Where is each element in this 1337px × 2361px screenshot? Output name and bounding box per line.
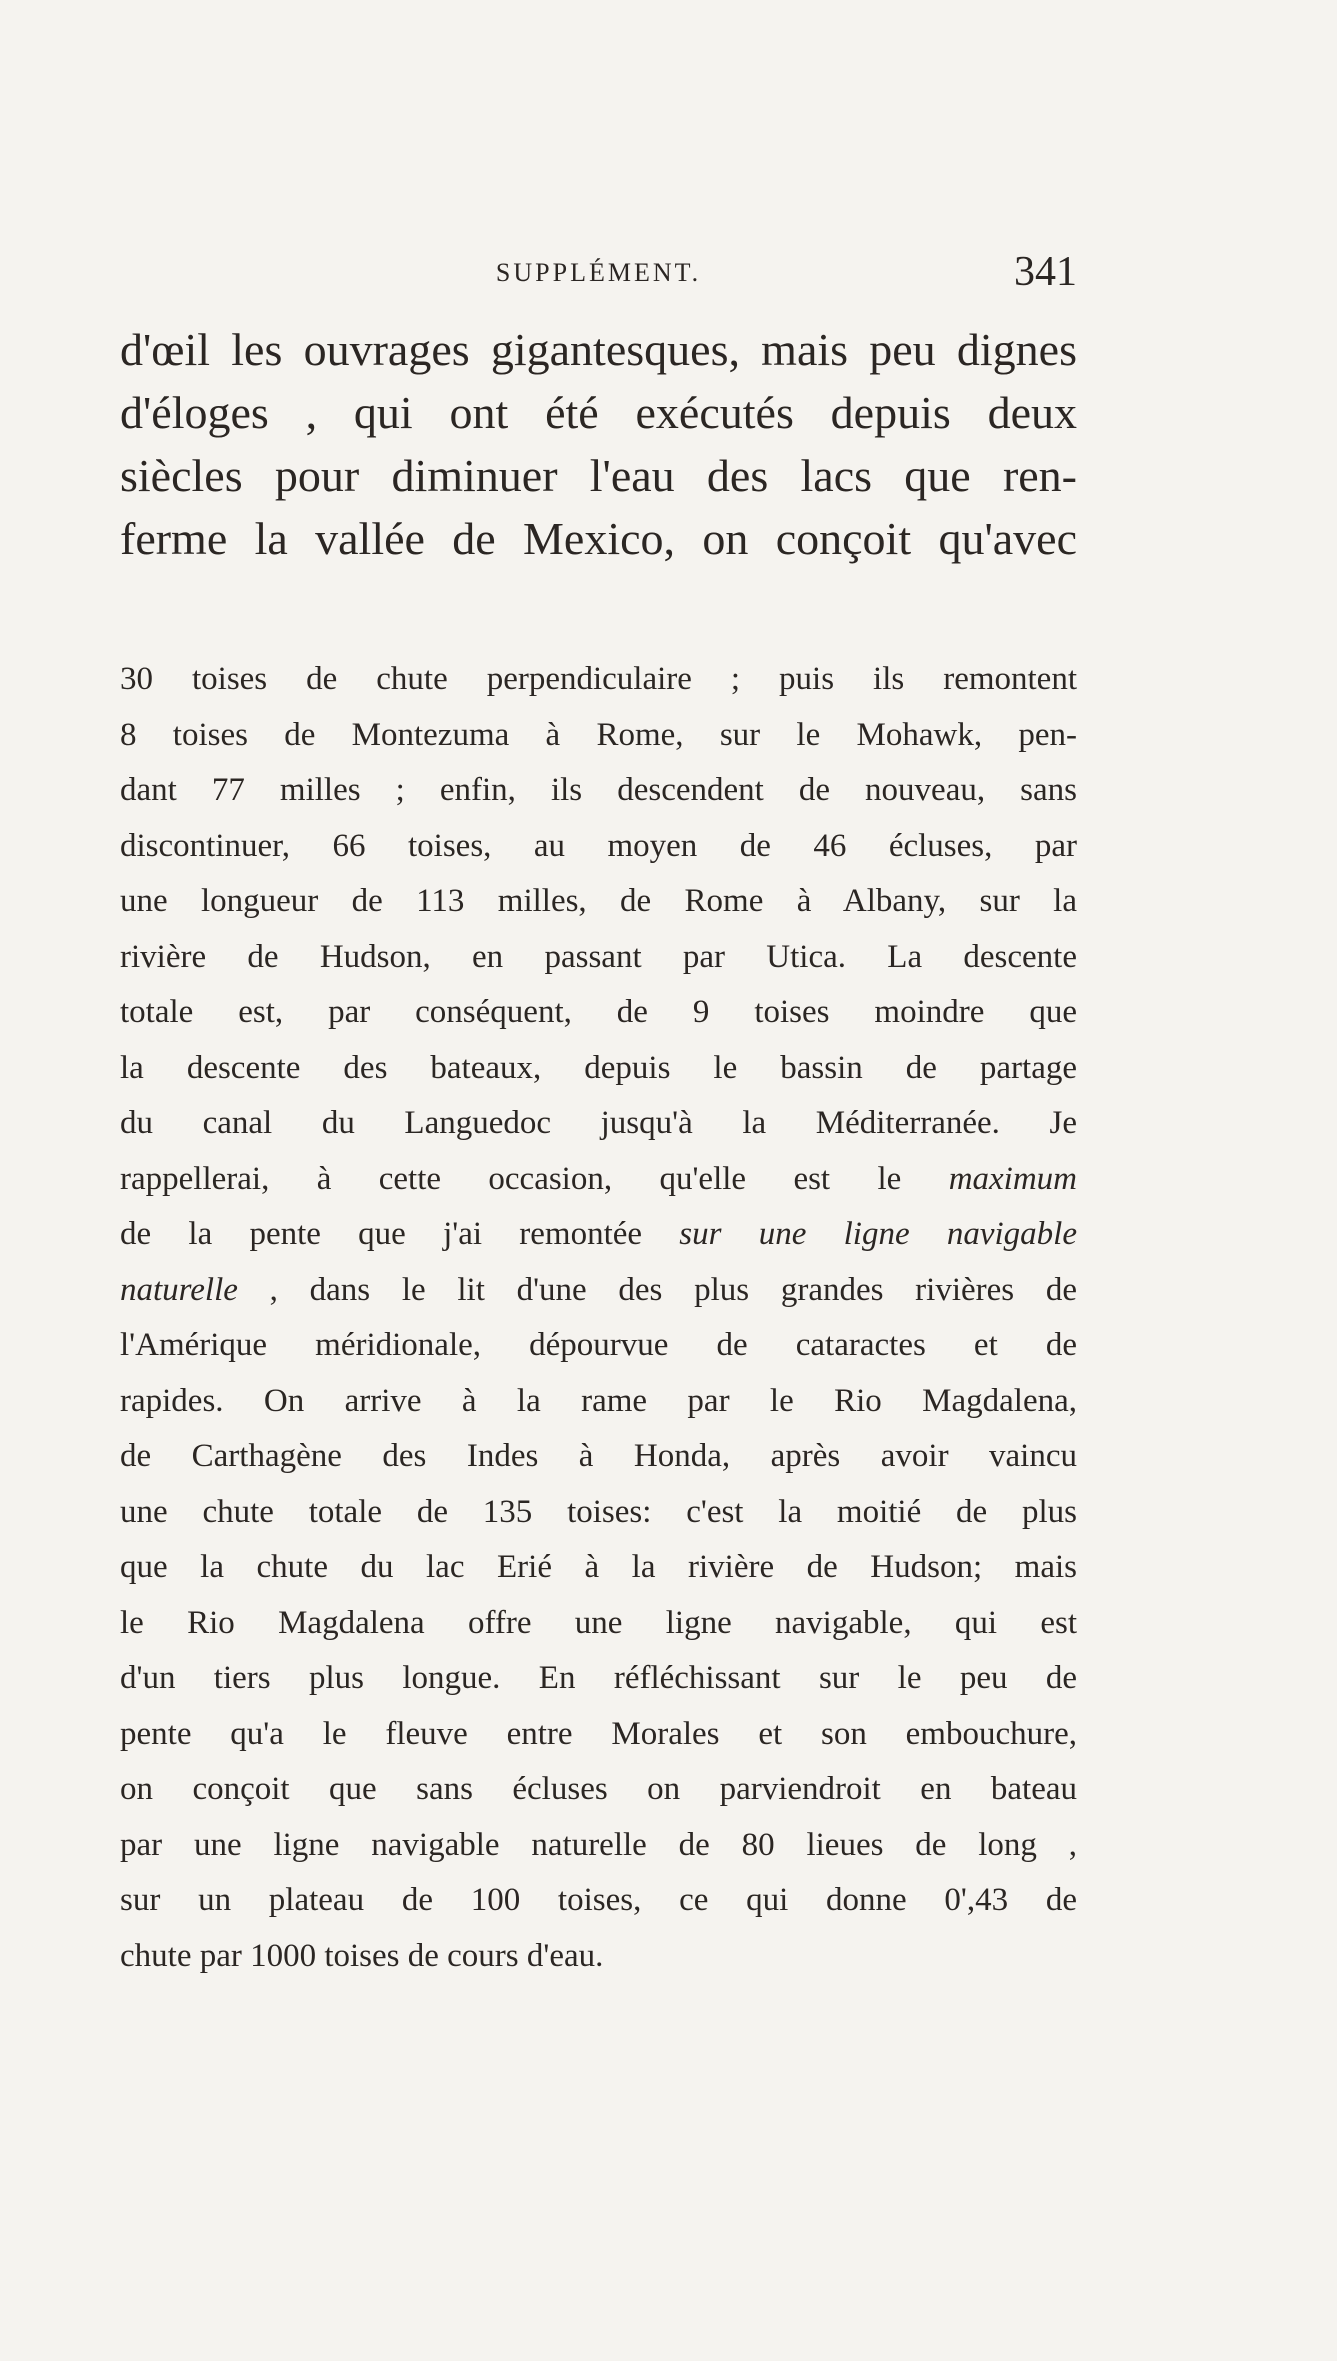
text-line: d'œil les ouvrages gigantesques, mais peu dignes xyxy=(120,324,1077,375)
main-text-block xyxy=(120,318,1077,570)
text-line xyxy=(120,874,1077,930)
text-line xyxy=(120,1096,1077,1152)
text-line xyxy=(120,930,1077,986)
text-line xyxy=(120,819,1077,875)
text-segment: l'Amérique méridionale, dépourvue de cataractes et de xyxy=(120,1327,1077,1363)
text-segment: du canal du Languedoc jusqu'à la Méditerranée. Je xyxy=(120,1105,1077,1141)
text-line xyxy=(120,1818,1077,1874)
text-segment: pente qu'a le fleuve entre Morales et son embouchure, xyxy=(120,1715,1077,1752)
text-segment: totale est, par conséquent, de 9 toises moindre que xyxy=(120,994,1077,1030)
text-line: d'éloges , qui ont été exécutés depuis deux xyxy=(120,387,1077,438)
text-line xyxy=(120,1152,1077,1208)
text-segment: rappellerai, à cette occasion, qu'elle est le xyxy=(120,1160,949,1197)
text-line: ferme la vallée de Mexico, on conçoit qu'avec xyxy=(120,513,1077,564)
text-segment: 8 toises de Montezuma à Rome, sur le Mohawk, pen- xyxy=(120,716,1077,753)
text-segment: la descente des bateaux, depuis le bassin de partage xyxy=(120,1049,1077,1086)
text-segment: rapides. On arrive à la rame par le Rio Magdalena, xyxy=(120,1382,1077,1419)
text-segment: on conçoit que sans écluses on parviendroit en bateau xyxy=(120,1771,1077,1807)
text-line xyxy=(120,1873,1077,1929)
footnote-text-block xyxy=(120,652,1077,1984)
text-line xyxy=(120,1263,1077,1319)
text-line: siècles pour diminuer l'eau des lacs que ren- xyxy=(120,450,1077,501)
text-segment: , dans le lit d'une des plus grandes rivières de xyxy=(237,1271,1077,1308)
text-segment: de Carthagène des Indes à Honda, après avoir vaincu xyxy=(120,1438,1077,1474)
text-line xyxy=(120,763,1077,819)
text-segment: de la pente que j'ai remontée xyxy=(120,1216,680,1252)
text-line xyxy=(120,985,1077,1041)
running-head xyxy=(120,249,1077,302)
text-line xyxy=(120,1707,1077,1763)
text-segment: d'un tiers plus longue. En réfléchissant sur le peu de xyxy=(120,1660,1077,1696)
text-segment: 30 toises de chute perpendiculaire ; puis ils remontent xyxy=(120,661,1077,697)
text-line xyxy=(120,1762,1077,1818)
text-line xyxy=(120,1041,1077,1097)
text-line xyxy=(120,708,1077,764)
text-line xyxy=(120,1485,1077,1541)
text-line xyxy=(120,652,1077,708)
text-segment: le Rio Magdalena offre une ligne navigable, qui est xyxy=(120,1604,1077,1641)
text-line xyxy=(120,1207,1077,1263)
text-segment: une chute totale de 135 toises: c'est la moitié de plus xyxy=(120,1493,1077,1530)
text-segment: discontinuer, 66 toises, au moyen de 46 écluses, par xyxy=(120,827,1077,864)
text-line xyxy=(120,1374,1077,1430)
text-line xyxy=(120,1651,1077,1707)
text-line xyxy=(120,1540,1077,1596)
text-line xyxy=(120,1929,1077,1985)
italic-text: maximum xyxy=(948,1160,1077,1197)
running-head-title: SUPPLÉMENT. xyxy=(495,258,702,287)
italic-text: sur une ligne navigable xyxy=(679,1216,1077,1252)
text-line xyxy=(120,1318,1077,1374)
text-segment: rivière de Hudson, en passant par Utica. La descente xyxy=(120,938,1077,975)
text-segment: une longueur de 113 milles, de Rome à Albany, sur la xyxy=(120,883,1077,919)
page-number: 341 xyxy=(1014,249,1077,295)
text-segment: chute par 1000 toises de cours d'eau. xyxy=(120,1937,604,1974)
text-segment: sur un plateau de 100 toises, ce qui donne 0',43 de xyxy=(120,1882,1077,1918)
text-segment: dant 77 milles ; enfin, ils descendent de nouveau, sans xyxy=(120,772,1077,808)
text-line xyxy=(120,1429,1077,1485)
text-segment: par une ligne navigable naturelle de 80 lieues de long , xyxy=(120,1826,1077,1863)
text-segment: que la chute du lac Erié à la rivière de Hudson; mais xyxy=(120,1549,1077,1585)
text-line xyxy=(120,1596,1077,1652)
italic-text: naturelle xyxy=(120,1271,238,1308)
